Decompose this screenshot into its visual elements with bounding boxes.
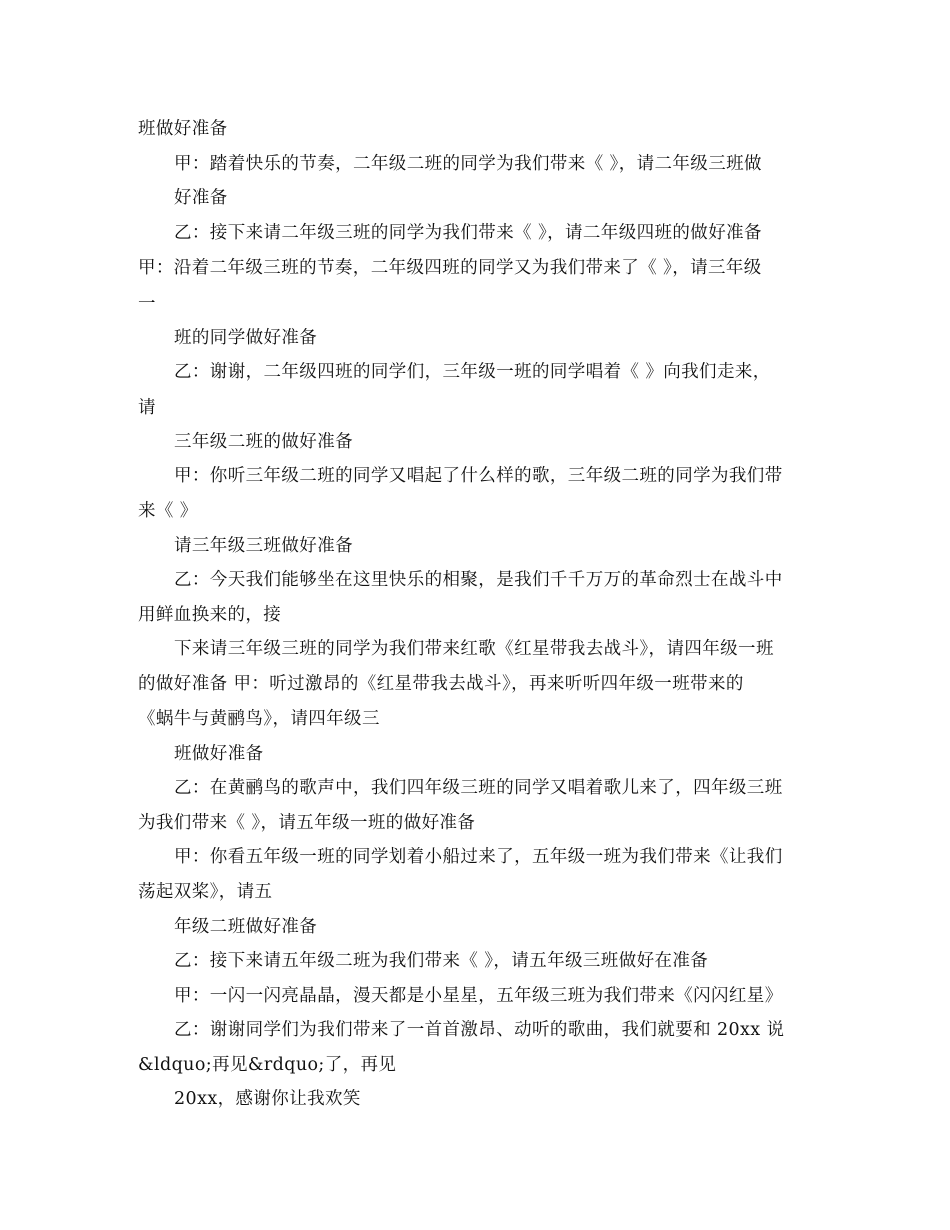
text-line: 来《 》 [138, 501, 198, 521]
text-line: 乙：接下来请五年级二班为我们带来《 》，请五年级三班做好在准备 [174, 951, 709, 971]
text-line: 乙：接下来请二年级三班的同学为我们带来《 》，请二年级四班的做好准备 [174, 223, 762, 243]
text-line: 年级二班做好准备 [174, 917, 318, 937]
text-line: 甲：你听三年级二班的同学又唱起了什么样的歌，三年级二班的同学为我们带 [174, 466, 783, 486]
text-line: &ldquo;再见&rdquo;了，再见 [138, 1055, 397, 1075]
text-line: 《蜗牛与黄鹂鸟》，请四年级三 [138, 709, 380, 729]
text-line: 请三年级三班做好准备 [174, 536, 353, 556]
text-line: 三年级二班的做好准备 [174, 432, 353, 452]
text-line: 请 [138, 398, 156, 418]
text-line: 乙：今天我们能够坐在这里快乐的相聚，是我们千千万万的革命烈士在战斗中 [174, 570, 783, 590]
text-line: 下来请三年级三班的同学为我们带来红歌《红星带我去战斗》，请四年级一班 [174, 639, 774, 659]
text-line: 甲：沿着二年级三班的节奏，二年级四班的同学又为我们带来了《 》，请三年级 [138, 258, 762, 278]
text-line: 乙：谢谢同学们为我们带来了一首首激昂、动听的歌曲，我们就要和 20xx 说 [174, 1020, 785, 1040]
text-line: 乙：在黄鹂鸟的歌声中，我们四年级三班的同学又唱着歌儿来了，四年级三班 [174, 778, 783, 798]
text-line: 为我们带来《 》，请五年级一班的做好准备 [138, 813, 476, 833]
text-line: 班做好准备 [174, 744, 264, 764]
text-line: 20xx，感谢你让我欢笑 [174, 1089, 361, 1109]
text-line: 乙：谢谢，二年级四班的同学们，三年级一班的同学唱着《 》向我们走来， [174, 362, 771, 382]
text-line: 用鲜血换来的，接 [138, 605, 282, 625]
text-line: 的做好准备 甲：听过激昂的《红星带我去战斗》，再来听听四年级一班带来的 [138, 674, 744, 694]
text-line: 甲：踏着快乐的节奏，二年级二班的同学为我们带来《 》，请二年级三班做 [174, 154, 762, 174]
text-line: 班做好准备 [138, 119, 228, 139]
text-line: 一 [138, 294, 156, 314]
text-line: 甲：你看五年级一班的同学划着小船过来了，五年级一班为我们带来《让我们 [174, 847, 783, 867]
text-line: 好准备 [174, 188, 228, 208]
text-line: 荡起双桨》，请五 [138, 882, 273, 902]
text-line: 甲：一闪一闪亮晶晶，漫天都是小星星，五年级三班为我们带来《闪闪红星》 [174, 986, 783, 1006]
text-line: 班的同学做好准备 [174, 328, 318, 348]
